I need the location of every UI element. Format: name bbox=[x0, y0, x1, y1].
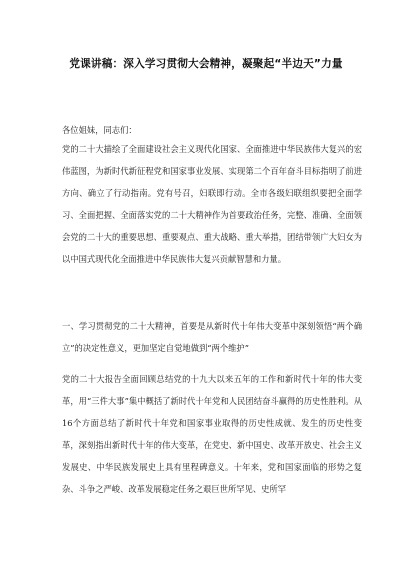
section-heading-one: 一、学习贯彻党的二十大精神，首要是从新时代十年伟大变革中深刻领悟“两个确立”的决定性意义，更加坚定自觉地做到“两个维护” bbox=[62, 321, 362, 354]
salutation: 各位姐妹，同志们： bbox=[62, 125, 137, 135]
paragraph-intro: 党的二十大描绘了全面建设社会主义现代化国家、全面推进中华民族伟大复兴的宏伟蓝图，为新时代新征程党和国家事业发展、实现第二个百年奋斗目标指明了前进方向、确立了行动指南。党有号召，妇联即行动。全市各级妇联组织要把全面学习、全面把握、全面落实党的二十大精神作为首要政治任务，完整、准确、全面领会党的二十大的重要思想、重要观点、重大战略、重大举措，团结带领广大妇女为以中国式现代化全面推进中华民族伟大复兴贡献智慧和力量。 bbox=[62, 144, 362, 265]
paragraph-body: 党的二十大报告全面回顾总结党的十九大以来五年的工作和新时代十年的伟大变革，用“三件大事”集中概括了新时代十年党和人民团结奋斗赢得的历史性胜利。从16个方面总结了新时代十年党和国家事业取得的历史性成就、发生的历史性变革，深刻指出新时代十年的伟大变革，在党史、新中国史、改革开放史、社会主义发展史、中华民族发展史上具有里程碑意义。十年来，党和国家面临的形势之复杂、斗争之严峻、改革发展稳定任务之艰巨世所罕见、史所罕 bbox=[62, 374, 362, 495]
document-title: 党课讲稿：深入学习贯彻大会精神，凝聚起“半边天”力量 bbox=[69, 58, 343, 70]
